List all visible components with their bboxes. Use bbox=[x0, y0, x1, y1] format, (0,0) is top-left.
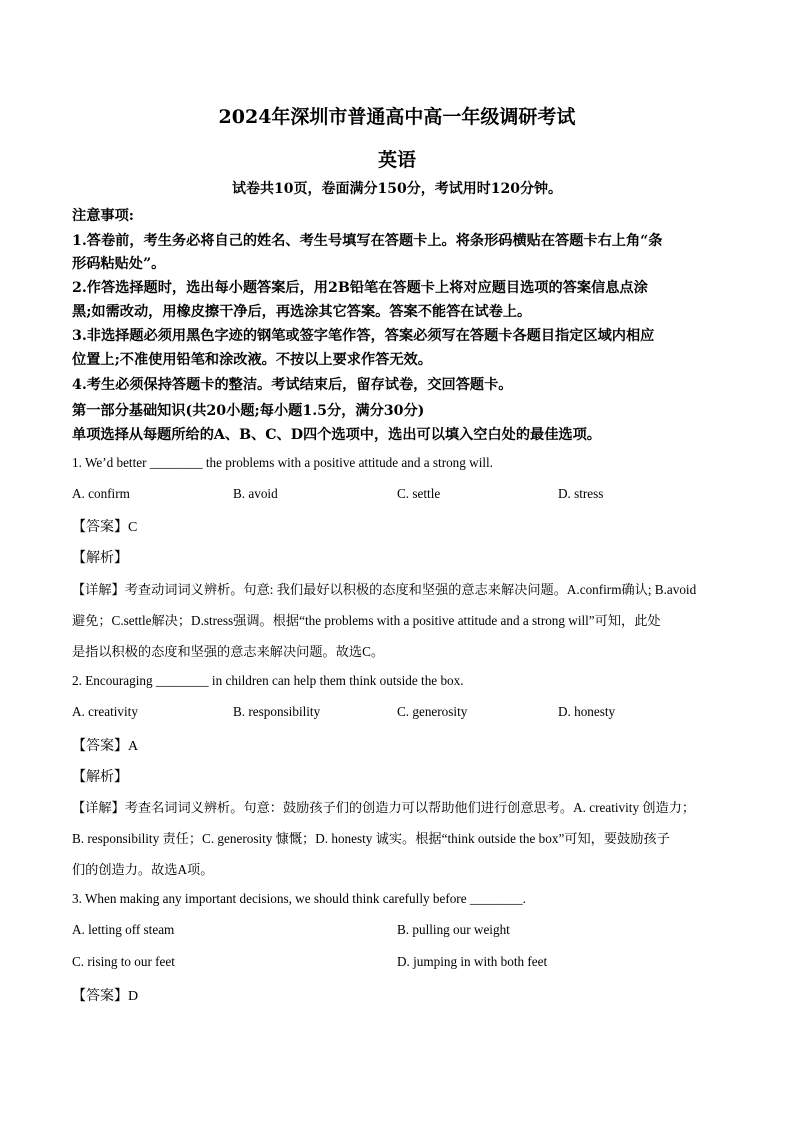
answer-label: 【答案】C bbox=[72, 520, 138, 535]
exam-title: 2024年深圳市普通高中高一年级调研考试 bbox=[218, 106, 576, 128]
notice-line: 黑;如需改动，用橡皮擦干净后，再选涂其它答案。答案不能答在试卷上。 bbox=[72, 304, 532, 320]
option-d: D. jumping in with both feet bbox=[397, 954, 548, 969]
question-stem: 2. Encouraging ________ in children can help them think outside the box. bbox=[72, 673, 464, 688]
option-a: A. confirm bbox=[72, 486, 130, 501]
option-b: B. avoid bbox=[233, 486, 278, 501]
detail-line: 【详解】考查动词词义辨析。句意: 我们最好以积极的态度和坚强的意志来解决问题。A.confirm确认; B.avoid bbox=[72, 582, 697, 597]
question-stem: 3. When making any important decisions, we should think carefully before ________. bbox=[72, 891, 526, 906]
question-stem: 1. We’d better ________ the problems with a positive attitude and a strong will. bbox=[72, 455, 493, 470]
notice-line: 2.作答选择题时，选出每小题答案后，用2B铅笔在答题卡上将对应题目选项的答案信息点涂 bbox=[72, 280, 648, 296]
option-b: B. pulling our weight bbox=[397, 922, 510, 937]
detail-line: B. responsibility 责任；C. generosity 慷慨；D. honesty 诚实。根据“think outside the box”可知，要鼓励孩子 bbox=[72, 831, 670, 846]
option-d: D. honesty bbox=[558, 704, 616, 719]
notice-line: 形码粘贴处”。 bbox=[72, 256, 166, 272]
detail-line: 避免；C.settle解决；D.stress强调。根据“the problems with a positive attitude and a strong will”可知，此处 bbox=[72, 613, 661, 628]
notice-line: 4.考生必须保持答题卡的整洁。考试结束后，留存试卷，交回答题卡。 bbox=[72, 377, 513, 393]
exam-meta: 试卷共10页，卷面满分150分，考试用时120分钟。 bbox=[232, 181, 562, 197]
detail-line: 是指以积极的态度和坚强的意志来解决问题。故选C。 bbox=[72, 644, 385, 659]
analysis-label: 【解析】 bbox=[72, 551, 128, 566]
option-a: A. creativity bbox=[72, 704, 138, 719]
option-b: B. responsibility bbox=[233, 704, 321, 719]
option-a: A. letting off steam bbox=[72, 922, 175, 937]
subject-title: 英语 bbox=[377, 149, 416, 171]
notice-line: 位置上;不准使用铅笔和涂改液。不按以上要求作答无效。 bbox=[72, 352, 432, 368]
analysis-label: 【解析】 bbox=[72, 770, 128, 785]
detail-line: 【详解】考查名词词义辨析。句意：鼓励孩子们的创造力可以帮助他们进行创意思考。A. creativity 创造力； bbox=[72, 800, 696, 815]
option-c: C. settle bbox=[397, 486, 441, 501]
answer-label: 【答案】D bbox=[72, 989, 139, 1004]
section-instruction: 单项选择从每题所给的A、B、C、D四个选项中，选出可以填入空白处的最佳选项。 bbox=[72, 427, 601, 443]
option-c: C. rising to our feet bbox=[72, 954, 175, 969]
notice-heading: 注意事项: bbox=[72, 208, 134, 224]
notice-line: 1.答卷前，考生务必将自己的姓名、考生号填写在答题卡上。将条形码横贴在答题卡右上角“条 bbox=[72, 233, 663, 249]
section-title: 第一部分基础知识(共20小题;每小题1.5分，满分30分) bbox=[72, 403, 425, 419]
answer-label: 【答案】A bbox=[72, 739, 139, 754]
option-d: D. stress bbox=[558, 486, 604, 501]
option-c: C. generosity bbox=[397, 704, 468, 719]
notice-line: 3.非选择题必须用黑色字迹的钢笔或签字笔作答，答案必须写在答题卡各题目指定区域内相应 bbox=[72, 328, 655, 344]
detail-line: 们的创造力。故选A项。 bbox=[72, 862, 214, 877]
